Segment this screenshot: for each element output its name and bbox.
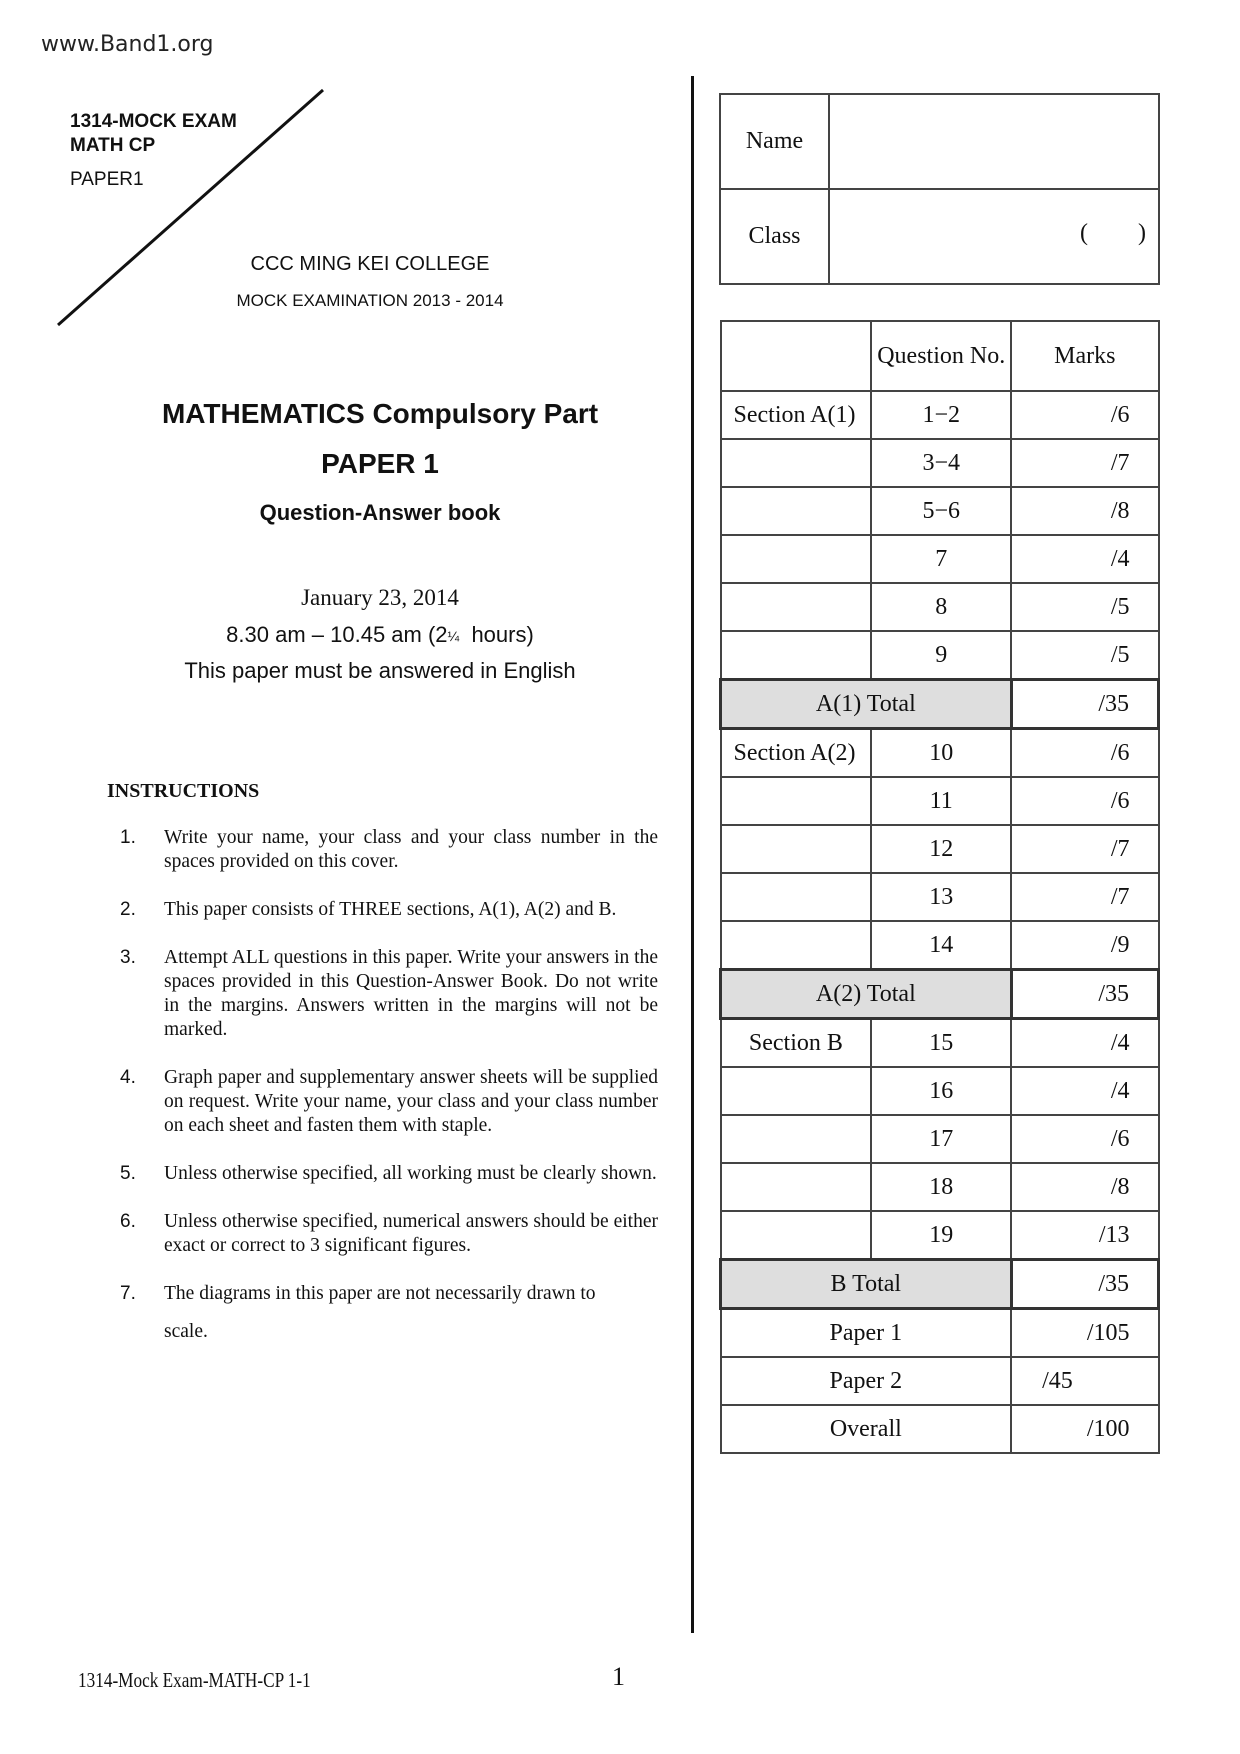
section-label: [721, 1067, 872, 1115]
subject-title: MATHEMATICS Compulsory Part: [161, 398, 599, 429]
footer-code: 1314-Mock Exam-MATH-CP 1-1: [78, 1668, 311, 1692]
instruction-text: This paper consists of THREE sections, A(1), A(2) and B.: [164, 899, 617, 920]
summary-marks[interactable]: /100: [1011, 1405, 1158, 1453]
exam-time-suffix: hours): [459, 622, 534, 647]
section-label: [721, 825, 872, 873]
book-title: Question-Answer book: [259, 500, 501, 525]
total-marks[interactable]: /35: [1011, 970, 1158, 1019]
instruction-number: 4.: [120, 1067, 136, 1088]
instruction-number: 5.: [120, 1163, 136, 1184]
class-number-open-paren: (: [1080, 220, 1088, 246]
total-row: [721, 970, 1159, 1019]
instruction-text: Unless otherwise specified, numerical answers should be either exact or correct to 3 significant figures.: [164, 1211, 658, 1256]
total-row: [721, 1260, 1159, 1309]
question-no: 1−2: [871, 391, 1011, 439]
question-no: 7: [871, 535, 1011, 583]
section-label: [721, 873, 872, 921]
table-row: [721, 873, 1159, 921]
instruction-number: 7.: [120, 1283, 136, 1304]
question-no: 8: [871, 583, 1011, 631]
question-no: 17: [871, 1115, 1011, 1163]
question-no: 10: [871, 729, 1011, 778]
table-row: [721, 631, 1159, 680]
section-label: [721, 921, 872, 970]
instruction-number: 3.: [120, 947, 136, 968]
table-row: [721, 487, 1159, 535]
exam-time-range: 8.30 am – 10.45 am (2: [226, 622, 448, 647]
section-label: [721, 583, 872, 631]
section-label: [721, 439, 872, 487]
summary-label: Paper 2: [721, 1357, 1012, 1405]
summary-row: [721, 1309, 1159, 1358]
question-no: 16: [871, 1067, 1011, 1115]
total-label: A(1) Total: [721, 680, 1012, 729]
section-label: [721, 631, 872, 680]
instructions-heading: INSTRUCTIONS: [107, 780, 260, 802]
marks-cell[interactable]: /6: [1011, 391, 1158, 439]
paper-title: PAPER 1: [321, 448, 439, 479]
summary-marks[interactable]: /45: [1011, 1357, 1158, 1405]
marks-cell[interactable]: /4: [1011, 535, 1158, 583]
instruction-number: 2.: [120, 899, 136, 920]
question-no: 19: [871, 1211, 1011, 1260]
watermark-link: www.Band1.org: [41, 32, 214, 57]
class-row: [720, 189, 1159, 284]
table-row: [721, 825, 1159, 873]
question-no: 15: [871, 1019, 1011, 1068]
table-row: [721, 1019, 1159, 1068]
summary-row: [721, 1357, 1159, 1405]
marks-table-header: [721, 321, 1159, 391]
marks-table: [719, 320, 1160, 1454]
table-row: [721, 583, 1159, 631]
language-note: This paper must be answered in English: [184, 658, 576, 683]
instruction-text: Unless otherwise specified, all working must be clearly shown.: [164, 1163, 657, 1184]
table-row: [721, 535, 1159, 583]
marks-cell[interactable]: /6: [1011, 1115, 1158, 1163]
marks-cell[interactable]: /6: [1011, 777, 1158, 825]
question-no: 14: [871, 921, 1011, 970]
header-question-no: Question No.: [871, 321, 1011, 391]
summary-row: [721, 1405, 1159, 1453]
question-no: 13: [871, 873, 1011, 921]
table-row: [721, 1067, 1159, 1115]
marks-cell[interactable]: /7: [1011, 439, 1158, 487]
table-row: [721, 1115, 1159, 1163]
marks-cell[interactable]: /5: [1011, 631, 1158, 680]
class-field[interactable]: [829, 189, 1159, 284]
instruction-item: [108, 1066, 658, 1138]
marks-cell[interactable]: /6: [1011, 729, 1158, 778]
marks-cell[interactable]: /7: [1011, 825, 1158, 873]
marks-cell[interactable]: /8: [1011, 1163, 1158, 1211]
name-row: [720, 94, 1159, 189]
summary-label: Overall: [721, 1405, 1012, 1453]
candidate-info-table: [719, 93, 1160, 285]
summary-marks[interactable]: /105: [1011, 1309, 1158, 1358]
section-label: [721, 777, 872, 825]
summary-label: Paper 1: [721, 1309, 1012, 1358]
instructions-list: [108, 826, 658, 1375]
question-no: 18: [871, 1163, 1011, 1211]
section-label: [721, 1163, 872, 1211]
subject-code: MATH CP: [70, 135, 156, 156]
marks-cell[interactable]: /9: [1011, 921, 1158, 970]
instruction-item: [108, 1162, 658, 1186]
table-row: [721, 777, 1159, 825]
class-number-field[interactable]: [1080, 220, 1146, 247]
table-row: [721, 1163, 1159, 1211]
question-no: 12: [871, 825, 1011, 873]
question-no: 11: [871, 777, 1011, 825]
table-row: [721, 391, 1159, 439]
section-label: Section A(1): [721, 391, 872, 439]
page-number: 1: [612, 1662, 625, 1691]
question-no: 9: [871, 631, 1011, 680]
name-field[interactable]: [829, 94, 1159, 189]
exam-time: [60, 622, 700, 648]
section-label: [721, 535, 872, 583]
marks-cell[interactable]: /5: [1011, 583, 1158, 631]
section-label: [721, 1115, 872, 1163]
instruction-item: [108, 946, 658, 1042]
marks-cell[interactable]: /8: [1011, 487, 1158, 535]
instruction-item: [108, 1282, 658, 1351]
instruction-item: [108, 1210, 658, 1258]
exam-code: 1314-MOCK EXAM: [70, 111, 237, 132]
instruction-text: Attempt ALL questions in this paper. Write your answers in the spaces provided in this Question-Answer Book. Do not write in the margins. Answers written in the margins will not be marked.: [164, 947, 658, 1040]
question-no: 3−4: [871, 439, 1011, 487]
total-row: [721, 680, 1159, 729]
instruction-text: Write your name, your class and your class number in the spaces provided on this cover.: [164, 827, 658, 872]
marks-cell[interactable]: /4: [1011, 1067, 1158, 1115]
total-marks[interactable]: /35: [1011, 1260, 1158, 1309]
table-row: [721, 729, 1159, 778]
question-no: 5−6: [871, 487, 1011, 535]
total-marks[interactable]: /35: [1011, 680, 1158, 729]
name-label: Name: [720, 94, 829, 189]
instruction-number: 6.: [120, 1211, 136, 1232]
paper-code: PAPER1: [70, 169, 144, 190]
header-section: [721, 321, 872, 391]
table-row: [721, 921, 1159, 970]
instruction-text: The diagrams in this paper are not necessarily drawn to scale.: [164, 1283, 596, 1342]
total-label: B Total: [721, 1260, 1012, 1309]
total-label: A(2) Total: [721, 970, 1012, 1019]
school-name: CCC MING KEI COLLEGE: [250, 253, 490, 275]
instruction-text: Graph paper and supplementary answer sheets will be supplied on request. Write your name, your class and your class number on each sheet and fasten them with staple.: [164, 1067, 658, 1136]
instruction-number: 1.: [120, 827, 136, 848]
page-divider-line: [691, 76, 694, 1633]
exam-name: MOCK EXAMINATION 2013 - 2014: [236, 291, 504, 310]
section-label: Section B: [721, 1019, 872, 1068]
section-label: [721, 1211, 872, 1260]
section-label: Section A(2): [721, 729, 872, 778]
class-number-close-paren: ): [1138, 220, 1146, 246]
marks-cell[interactable]: /4: [1011, 1019, 1158, 1068]
exam-date: January 23, 2014: [301, 585, 459, 610]
marks-cell[interactable]: /13: [1011, 1211, 1158, 1260]
marks-cell[interactable]: /7: [1011, 873, 1158, 921]
table-row: [721, 439, 1159, 487]
section-label: [721, 487, 872, 535]
class-label: Class: [720, 189, 829, 284]
instruction-item: [108, 826, 658, 874]
instruction-item: [108, 898, 658, 922]
table-row: [721, 1211, 1159, 1260]
exam-time-fraction: ¼: [447, 628, 460, 644]
header-marks: Marks: [1011, 321, 1158, 391]
